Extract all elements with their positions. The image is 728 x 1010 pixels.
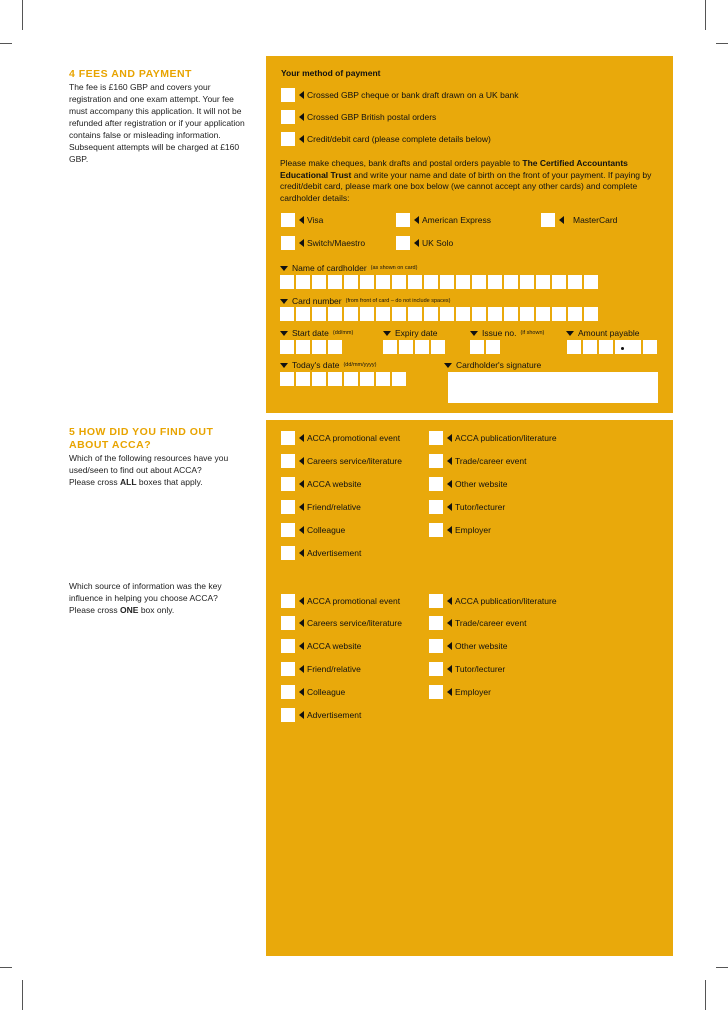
q1-option-left-1[interactable]: ACCA promotional event [281, 431, 400, 445]
signature-label: Cardholder's signature [444, 360, 541, 370]
arrow-left-icon [447, 480, 452, 488]
arrow-left-icon [299, 619, 304, 627]
todays-date-field[interactable] [280, 372, 406, 386]
arrow-left-icon [299, 480, 304, 488]
question-2 [69, 580, 259, 616]
section-5 [69, 426, 259, 488]
arrow-left-icon [414, 239, 419, 247]
arrow-left-icon [299, 549, 304, 557]
arrow-left-icon [299, 457, 304, 465]
arrow-left-icon [299, 113, 304, 121]
arrow-left-icon [299, 597, 304, 605]
decimal-point [621, 347, 624, 350]
q2-option-left-4[interactable]: Friend/relative [281, 662, 361, 676]
arrow-left-icon [447, 457, 452, 465]
arrow-down-icon [383, 331, 391, 336]
arrow-down-icon [280, 331, 288, 336]
arrow-down-icon [280, 266, 288, 271]
q1-option-left-5[interactable]: Colleague [281, 523, 345, 537]
arrow-left-icon [299, 688, 304, 696]
q1-checkbox[interactable] [429, 500, 443, 514]
q1-option-right-2[interactable]: Trade/career event [429, 454, 527, 468]
issue-number-field[interactable] [470, 340, 500, 354]
q1-checkbox[interactable] [281, 546, 295, 560]
method-cheque-checkbox[interactable] [281, 88, 295, 102]
arrow-left-icon [559, 216, 564, 224]
q2-text-line3: Please cross ONE box only. [69, 605, 175, 615]
cardholder-name-label: Name of cardholder (as shown on card) [280, 263, 417, 273]
crop-mark [22, 980, 23, 1010]
q1-checkbox[interactable] [281, 477, 295, 491]
q2-checkbox[interactable] [281, 594, 295, 608]
q2-option-left-5[interactable]: Colleague [281, 685, 345, 699]
q2-checkbox[interactable] [429, 662, 443, 676]
q2-option-left-1[interactable]: ACCA promotional event [281, 594, 400, 608]
method-postal-checkbox[interactable] [281, 110, 295, 124]
q1-option-right-5[interactable]: Employer [429, 523, 491, 537]
q2-checkbox[interactable] [281, 662, 295, 676]
card-switch-checkbox[interactable] [281, 236, 295, 250]
arrow-left-icon [447, 597, 452, 605]
amount-payable-label: Amount payable [566, 328, 639, 338]
start-date-label: Start date (dd/mm) [280, 328, 353, 338]
crop-mark [705, 0, 706, 30]
card-solo-checkbox[interactable] [396, 236, 410, 250]
section-4 [69, 68, 254, 165]
card-amex[interactable]: American Express [396, 213, 491, 227]
arrow-left-icon [447, 688, 452, 696]
arrow-left-icon [414, 216, 419, 224]
method-postal[interactable]: Crossed GBP British postal orders [281, 110, 436, 124]
start-date-field[interactable] [280, 340, 342, 354]
arrow-left-icon [447, 526, 452, 534]
arrow-left-icon [447, 434, 452, 442]
arrow-down-icon [470, 331, 478, 336]
q2-checkbox[interactable] [281, 685, 295, 699]
amount-pence-field[interactable] [627, 340, 657, 354]
q1-checkbox[interactable] [429, 431, 443, 445]
q2-option-left-6[interactable]: Advertisement [281, 708, 361, 722]
arrow-left-icon [447, 503, 452, 511]
method-card-checkbox[interactable] [281, 132, 295, 146]
issue-number-label: Issue no. (if shown) [470, 328, 544, 338]
q2-checkbox[interactable] [429, 616, 443, 630]
crop-mark [716, 967, 728, 968]
arrow-left-icon [299, 135, 304, 143]
card-visa[interactable]: Visa [281, 213, 323, 227]
card-visa-checkbox[interactable] [281, 213, 295, 227]
q2-option-left-3[interactable]: ACCA website [281, 639, 361, 653]
q1-checkbox[interactable] [429, 477, 443, 491]
q1-option-right-1[interactable]: ACCA publication/literature [429, 431, 557, 445]
q2-checkbox[interactable] [281, 616, 295, 630]
signature-field[interactable] [448, 372, 658, 403]
crop-mark [705, 980, 706, 1010]
fee-text: The fee is £160 GBP and covers your registration and one exam attempt. Your fee must accompany this application. It will not be refunded after registration or if your application contains false or misleading information. Subsequent attempts will be charged at £160 GBP. [69, 82, 245, 164]
section-5-title-line2: ABOUT ACCA? [69, 439, 152, 451]
q2-option-right-4[interactable]: Tutor/lecturer [429, 662, 505, 676]
arrow-down-icon [444, 363, 452, 368]
q2-option-right-3[interactable]: Other website [429, 639, 507, 653]
arrow-left-icon [447, 642, 452, 650]
q1-text-line2: used/seen to find out about ACCA? [69, 465, 202, 475]
expiry-date-field[interactable] [383, 340, 445, 354]
q2-text-line1: Which source of information was the key [69, 581, 222, 591]
crop-mark [0, 43, 12, 44]
card-number-field[interactable] [280, 307, 598, 321]
arrow-left-icon [299, 503, 304, 511]
arrow-down-icon [566, 331, 574, 336]
q1-checkbox[interactable] [281, 523, 295, 537]
section-5-title-line1: 5 HOW DID YOU FIND OUT [69, 426, 214, 438]
arrow-left-icon [299, 526, 304, 534]
q1-option-left-6[interactable]: Advertisement [281, 546, 361, 560]
q2-checkbox[interactable] [429, 594, 443, 608]
arrow-left-icon [299, 434, 304, 442]
method-card[interactable]: Credit/debit card (please complete details below) [281, 132, 491, 146]
arrow-left-icon [299, 642, 304, 650]
q1-option-left-2[interactable]: Careers service/literature [281, 454, 402, 468]
q1-checkbox[interactable] [281, 431, 295, 445]
arrow-left-icon [447, 665, 452, 673]
q1-option-right-4[interactable]: Tutor/lecturer [429, 500, 505, 514]
crop-mark [0, 967, 12, 968]
todays-date-label: Today's date (dd/mm/yyyy) [280, 360, 376, 370]
q2-text-line2: influence in helping you choose ACCA? [69, 593, 218, 603]
q2-checkbox[interactable] [281, 639, 295, 653]
card-number-label: Card number (from front of card – do not include spaces) [280, 296, 450, 306]
q1-option-left-4[interactable]: Friend/relative [281, 500, 361, 514]
arrow-down-icon [280, 299, 288, 304]
q2-option-left-2[interactable]: Careers service/literature [281, 616, 402, 630]
crop-mark [22, 0, 23, 30]
arrow-left-icon [299, 216, 304, 224]
arrow-left-icon [299, 711, 304, 719]
q1-text-line3: Please cross ALL boxes that apply. [69, 477, 203, 487]
q1-checkbox[interactable] [429, 454, 443, 468]
payment-instructions: Please make cheques, bank drafts and postal orders payable to The Certified Accountants Educational Trust and write your name and date of birth on the front of your payment. If paying by credit/debit card, please mark one box below (we cannot accept any other cards) and complete cardholder details: [280, 158, 652, 203]
card-amex-checkbox[interactable] [396, 213, 410, 227]
crop-mark [716, 43, 728, 44]
card-switch[interactable]: Switch/Maestro [281, 236, 365, 250]
section-4-title: 4 FEES AND PAYMENT [69, 68, 192, 80]
q1-checkbox[interactable] [281, 500, 295, 514]
arrow-left-icon [299, 91, 304, 99]
arrow-down-icon [280, 363, 288, 368]
q2-option-right-1[interactable]: ACCA publication/literature [429, 594, 557, 608]
q1-checkbox[interactable] [281, 454, 295, 468]
expiry-date-label: Expiry date [383, 328, 438, 338]
q1-option-left-3[interactable]: ACCA website [281, 477, 361, 491]
arrow-left-icon [299, 665, 304, 673]
method-cheque[interactable]: Crossed GBP cheque or bank draft drawn on a UK bank [281, 88, 519, 102]
cardholder-name-field[interactable] [280, 275, 598, 289]
q1-checkbox[interactable] [429, 523, 443, 537]
q1-text-line1: Which of the following resources have you [69, 453, 229, 463]
card-mastercard-checkbox[interactable] [541, 213, 555, 227]
arrow-left-icon [299, 239, 304, 247]
q2-checkbox[interactable] [281, 708, 295, 722]
q2-option-right-5[interactable]: Employer [429, 685, 491, 699]
q2-checkbox[interactable] [429, 685, 443, 699]
payment-method-heading: Your method of payment [281, 68, 381, 78]
amount-payable-field[interactable] [567, 340, 629, 354]
q2-checkbox[interactable] [429, 639, 443, 653]
q2-option-right-2[interactable]: Trade/career event [429, 616, 527, 630]
card-solo[interactable]: UK Solo [396, 236, 453, 250]
arrow-left-icon [447, 619, 452, 627]
q1-option-right-3[interactable]: Other website [429, 477, 507, 491]
card-mastercard[interactable]: MasterCard [541, 213, 617, 227]
